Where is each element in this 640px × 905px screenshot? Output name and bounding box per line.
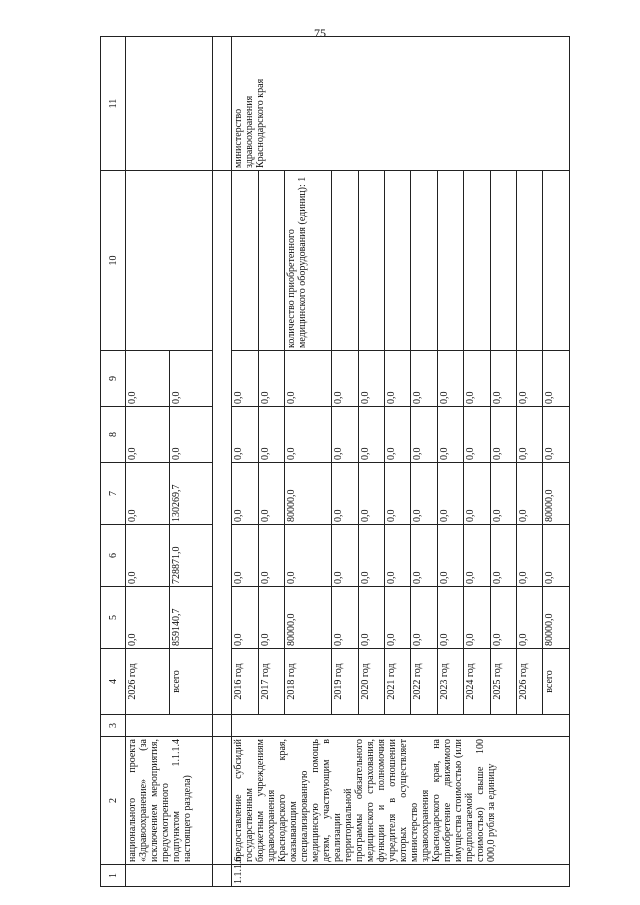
col-header: 9: [101, 351, 126, 407]
cell-empty: [213, 171, 232, 715]
cell-value: 0,0: [358, 587, 384, 649]
cell-value: 0,0: [437, 463, 463, 525]
col-header: 5: [101, 587, 126, 649]
cell-value: 0,0: [332, 407, 358, 463]
cell-value: 0,0: [169, 351, 213, 407]
cell-value: 0,0: [411, 463, 437, 525]
cell-year: 2025 год: [490, 649, 516, 715]
cell-year: всего: [169, 649, 213, 715]
cell-year: 2022 год: [411, 649, 437, 715]
cell-value: 0,0: [332, 587, 358, 649]
cell-year: 2017 год: [258, 649, 284, 715]
cell-value: 0,0: [543, 351, 570, 407]
cell-year: 2026 год: [516, 649, 542, 715]
cell-value: 0,0: [126, 351, 170, 407]
col-header: 7: [101, 463, 126, 525]
cell-value: 0,0: [126, 525, 170, 587]
item-description: предоставление субсидий государственным бюджетным учреждениям здравоохранения Краснодарского края, оказывающим специализированную медицинскую помощь детям, участвующим в реализации территориальной программы обязательного медицинского страхования, функции и полномочия учредителя в отношении которых осуществляет министерство здравоохранения Краснодарского края, на приобретение движимого имущества стоимостью (или предполагаемой стоимостью) свыше 100 000,0 рубля за единицу: [232, 737, 570, 865]
cell-empty: [126, 715, 213, 737]
col-header: 1: [101, 865, 126, 887]
cell-value: 0,0: [232, 587, 258, 649]
table-row: [126, 37, 170, 887]
cell-value: 0,0: [411, 351, 437, 407]
cell-result: [437, 171, 463, 351]
cell-value: 0,0: [358, 525, 384, 587]
cell-value: 0,0: [464, 463, 490, 525]
cell-value: 0,0: [490, 587, 516, 649]
cell-value: 0,0: [232, 407, 258, 463]
cell-value: 0,0: [285, 407, 332, 463]
cell-result: [258, 171, 284, 351]
cell-value: 0,0: [384, 587, 410, 649]
cell-result: [126, 171, 213, 351]
cell-value: 0,0: [384, 351, 410, 407]
cell-year: 2016 год: [232, 649, 258, 715]
cell-year: 2019 год: [332, 649, 358, 715]
rotated-table-container: [100, 37, 570, 887]
cell-value: 0,0: [516, 463, 542, 525]
cell-num: [126, 865, 213, 887]
cell-value: 0,0: [285, 525, 332, 587]
cell-value: 0,0: [285, 351, 332, 407]
cell-result: [332, 171, 358, 351]
col-header: 11: [101, 37, 126, 171]
cell-value: 0,0: [516, 351, 542, 407]
cell-value: 0,0: [169, 407, 213, 463]
cell-empty: [213, 865, 232, 887]
cell-result: [384, 171, 410, 351]
cell-value: 80000,0: [285, 463, 332, 525]
cell-empty: [232, 715, 570, 737]
cell-value: 0,0: [437, 587, 463, 649]
cell-empty: [213, 37, 232, 171]
cell-value: 0,0: [490, 463, 516, 525]
cell-value: 0,0: [543, 407, 570, 463]
cell-value: 0,0: [464, 525, 490, 587]
funding-table: [100, 36, 570, 887]
cell-value: 0,0: [126, 463, 170, 525]
cell-value: 0,0: [332, 463, 358, 525]
cell-value: 0,0: [437, 351, 463, 407]
cell-value: 0,0: [126, 407, 170, 463]
item-executor: министерство здравоохранения Краснодарского края: [232, 37, 570, 171]
cell-result: [411, 171, 437, 351]
cell-value: 0,0: [490, 407, 516, 463]
col-header: 10: [101, 171, 126, 351]
cell-result: [358, 171, 384, 351]
cell-year: 2023 год: [437, 649, 463, 715]
header-row: [101, 37, 126, 887]
col-header: 3: [101, 715, 126, 737]
cell-value: 80000,0: [543, 587, 570, 649]
cell-value: 0,0: [384, 525, 410, 587]
col-header: 6: [101, 525, 126, 587]
cell-result: [516, 171, 542, 351]
cell-value: 0,0: [516, 407, 542, 463]
cell-value: 0,0: [384, 463, 410, 525]
cell-value: 0,0: [126, 587, 170, 649]
cell-value: 80000,0: [285, 587, 332, 649]
cell-value: 0,0: [232, 525, 258, 587]
cell-value: 130269,7: [169, 463, 213, 525]
cell-value: 0,0: [464, 587, 490, 649]
cell-value: 0,0: [258, 587, 284, 649]
cell-value: 0,0: [384, 407, 410, 463]
cell-value: 0,0: [258, 463, 284, 525]
cell-result: [490, 171, 516, 351]
cell-result: [232, 171, 258, 351]
cell-executor: [126, 37, 213, 171]
cell-result: [464, 171, 490, 351]
cell-value: 0,0: [258, 525, 284, 587]
cell-value: 0,0: [516, 525, 542, 587]
cell-year: 2026 год: [126, 649, 170, 715]
item-result: количество приобретенного медицинского оборудования (единиц): 1: [285, 171, 332, 351]
table-row: [232, 37, 258, 887]
cell-value: 0,0: [411, 407, 437, 463]
col-header: 8: [101, 407, 126, 463]
cell-value: 80000,0: [543, 463, 570, 525]
cell-year: 2021 год: [384, 649, 410, 715]
cell-value: 0,0: [464, 351, 490, 407]
cell-value: 0,0: [232, 351, 258, 407]
cell-value: 0,0: [332, 525, 358, 587]
page-number: 75: [314, 26, 326, 40]
cell-value: 0,0: [258, 351, 284, 407]
item-number: 1.1.1.6: [232, 865, 570, 887]
cell-value: 0,0: [437, 525, 463, 587]
cell-value: 0,0: [437, 407, 463, 463]
cell-year: 2024 год: [464, 649, 490, 715]
cell-value: 728871,0: [169, 525, 213, 587]
cell-value: 0,0: [258, 407, 284, 463]
cell-value: 0,0: [411, 525, 437, 587]
cell-value: 0,0: [543, 525, 570, 587]
cell-result: [543, 171, 570, 351]
cell-empty: [213, 715, 232, 737]
col-header: 2: [101, 737, 126, 865]
cont-description: национального проекта «Здравоохранение» (за исключением мероприятия, предусмотренного подпунктом 1.1.1.4 настоящего раздела): [126, 737, 213, 865]
cell-value: 0,0: [232, 463, 258, 525]
table-row: [213, 37, 232, 887]
cell-value: 0,0: [516, 587, 542, 649]
cell-value: 0,0: [411, 587, 437, 649]
cell-year: всего: [543, 649, 570, 715]
cell-value: 0,0: [358, 351, 384, 407]
cell-value: 0,0: [332, 351, 358, 407]
cell-value: 0,0: [358, 463, 384, 525]
cell-value: 859140,7: [169, 587, 213, 649]
cell-value: 0,0: [464, 407, 490, 463]
cell-value: 0,0: [358, 407, 384, 463]
cell-year: 2020 год: [358, 649, 384, 715]
cell-empty: [213, 737, 232, 865]
cell-value: 0,0: [490, 351, 516, 407]
cell-year: 2018 год: [285, 649, 332, 715]
col-header: 4: [101, 649, 126, 715]
cell-value: 0,0: [490, 525, 516, 587]
